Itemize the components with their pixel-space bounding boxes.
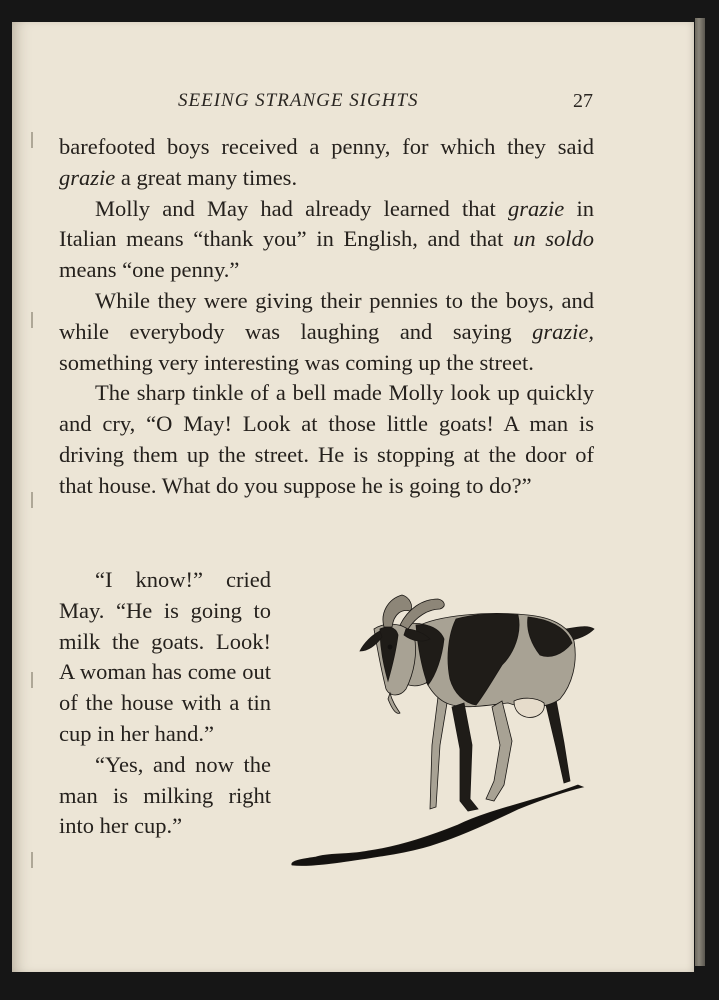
text-run: While they were giving their pennies to the boys, and while everybody was laughing and saying <box>59 287 594 344</box>
paragraph <box>59 750 271 842</box>
goat-beard <box>388 693 400 713</box>
text-run: a great many times. <box>115 164 298 190</box>
goat-shadow <box>292 785 583 866</box>
paragraph <box>59 194 594 286</box>
book-cover-edge <box>695 18 705 966</box>
paragraph <box>59 378 594 501</box>
paragraph <box>59 132 594 194</box>
wrapped-text-column <box>59 565 271 842</box>
text-run: something very interesting was coming up the street. <box>59 349 534 375</box>
italic-phrase: grazie <box>59 164 116 190</box>
binding-stitch <box>31 672 33 688</box>
italic-phrase: grazie <box>508 195 565 221</box>
paragraph <box>59 565 271 750</box>
paragraph <box>59 286 594 378</box>
text-run: “I know!” cried May. “He is going to milk the goats. Look! A woman has come out of the house with a tin cup in her hand.” <box>59 567 271 746</box>
running-head <box>0 90 719 116</box>
binding-stitch <box>31 852 33 868</box>
goat-leg-back-near <box>486 701 512 801</box>
text-run: in Italian means “thank you” in English, and that <box>59 195 594 252</box>
body-text <box>59 132 594 502</box>
chapter-title: SEEING STRANGE SIGHTS <box>178 90 419 111</box>
text-run: barefooted boys received a penny, for which they said <box>59 134 594 159</box>
binding-stitch <box>31 312 33 328</box>
goat-leg-front-far <box>430 697 448 809</box>
goat-illustration <box>288 585 600 867</box>
goat-leg-front-near <box>452 703 478 811</box>
binding-stitch <box>31 132 33 148</box>
goat-udder <box>514 698 544 717</box>
goat-eye <box>388 645 393 650</box>
text-run: “Yes, and now the man is milking right into her cup.” <box>59 751 271 839</box>
text-run: The sharp tinkle of a bell made Molly look up quickly and cry, “O May! Look at those little goats! A man is driving them up the street. He is stopping at the door of that house. What do you suppose he is going to do?” <box>59 380 594 498</box>
page-number: 27 <box>573 90 593 112</box>
italic-phrase: grazie, <box>532 318 594 344</box>
binding-stitch <box>31 492 33 508</box>
italic-phrase: un soldo <box>513 226 594 252</box>
text-run: Molly and May had already learned that <box>95 195 508 221</box>
text-run: means “one penny.” <box>59 257 240 283</box>
